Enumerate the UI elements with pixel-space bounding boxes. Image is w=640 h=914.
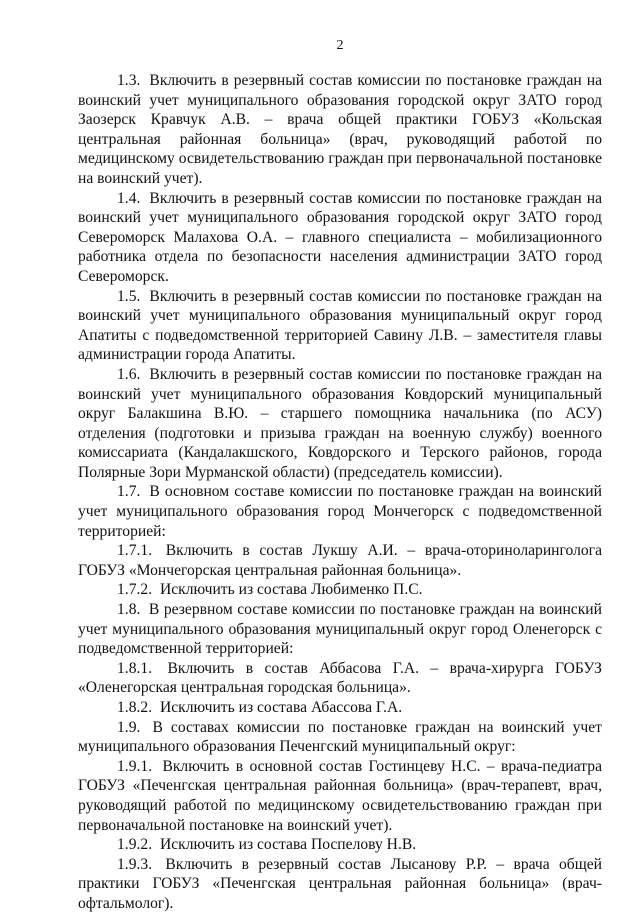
item-number: 1.9.1. <box>117 757 153 775</box>
paragraph-1-5 <box>78 287 602 365</box>
item-number: 1.5. <box>117 287 141 305</box>
paragraph-1-9-2 <box>78 835 602 855</box>
paragraph-1-7-2 <box>78 580 602 600</box>
paragraph-text: Включить в резервный состав комиссии по постановке граждан на воинский учет муниципального образования городской округ ЗАТО город Североморск Малахова О.А. – главного специалиста – мобилизационного работника отдела по безопасности населения администрации ЗАТО город Североморск. <box>78 189 602 285</box>
paragraph-text: Включить в резервный состав комиссии по постановке граждан на воинский учет муниципального образования муниципальный округ город Апатиты с подведомственной территорией Савину Л.В. – заместителя главы администрации города Апатиты. <box>78 287 602 364</box>
paragraph-text: Включить в состав Лукшу А.И. – врача-оториноларинголога ГОБУЗ «Мончегорская центральная районная больница». <box>78 542 602 579</box>
item-number: 1.9. <box>117 718 141 736</box>
item-number: 1.6. <box>117 365 141 383</box>
item-number: 1.7.2. <box>117 581 153 599</box>
paragraph-text: Включить в резервный состав Лысанову Р.Р. – врача общей практики ГОБУЗ «Печенгская центральная районная больница» (врач-офтальмолог). <box>78 855 602 912</box>
paragraph-text: Включить в резервный состав комиссии по постановке граждан на воинский учет муниципального образования Ковдорский муниципальный округ Балакшина В.Ю. – старшего помощника начальника (по АСУ) отделения (подготовки и призыва граждан на военную службу) военного комиссариата (Кандалакшского, Ковдорского и Терского районов, города Полярные Зори Мурманской области) (председатель комиссии). <box>78 365 602 481</box>
paragraph-text: Исключить из состава Любименко П.С. <box>160 581 423 599</box>
paragraph-1-6 <box>78 365 602 483</box>
paragraph-1-9-1 <box>78 757 602 835</box>
paragraph-1-4 <box>78 189 602 287</box>
paragraph-text: В резервном составе комиссии по постановке граждан на воинский учет муниципального образования муниципальный округ город Оленегорск с подведомственной территорией: <box>78 601 602 658</box>
paragraph-1-8 <box>78 600 602 659</box>
paragraph-1-9 <box>78 718 602 757</box>
item-number: 1.4. <box>117 189 141 207</box>
item-number: 1.8. <box>117 601 141 619</box>
paragraph-text: Исключить из состава Поспелову Н.В. <box>160 836 417 854</box>
paragraph-text: В основном составе комиссии по постановке граждан на воинский учет муниципального образования город Мончегорск с подведомственной территорией: <box>78 483 602 540</box>
item-number: 1.7. <box>117 483 141 501</box>
paragraph-1-8-2 <box>78 698 602 718</box>
item-number: 1.8.2. <box>117 699 153 716</box>
page-number: 2 <box>336 38 344 53</box>
paragraph-1-3 <box>78 71 602 189</box>
paragraph-text: Включить в резервный состав комиссии по постановке граждан на воинский учет муниципального образования городской округ ЗАТО город Заозерск Кравчук А.В. – врача общей практики ГОБУЗ «Кольская центральная районная больница» (врач, руководящий работой по медицинскому освидетельствованию граждан при первоначальной постановке на воинский учет). <box>78 72 602 187</box>
paragraph-text: Включить в основной состав Гостинцеву Н.С. – врача-педиатра ГОБУЗ «Печенгская центральная районная больница» (врач-терапевт, врач, руководящий работой по медицинскому освидетельствованию граждан при первоначальной постановке на воинский учет). <box>78 757 602 834</box>
item-number: 1.9.3. <box>117 855 153 873</box>
item-number: 1.9.2. <box>117 836 153 854</box>
item-number: 1.8.1. <box>117 659 153 677</box>
paragraph-1-8-1 <box>78 659 602 698</box>
item-number: 1.7.1. <box>117 542 153 560</box>
document-page <box>78 38 602 914</box>
paragraph-1-7 <box>78 482 602 541</box>
item-number: 1.3. <box>117 72 141 89</box>
paragraph-text: Исключить из состава Абассова Г.А. <box>160 699 403 716</box>
paragraph-text: В составах комиссии по постановке граждан на воинский учет муниципального образования Печенгский муниципальный округ: <box>78 718 602 756</box>
paragraph-text: Включить в состав Аббасова Г.А. – врача-хирурга ГОБУЗ «Оленегорская центральная городская больница». <box>78 659 602 697</box>
paragraph-1-7-1 <box>78 541 602 580</box>
